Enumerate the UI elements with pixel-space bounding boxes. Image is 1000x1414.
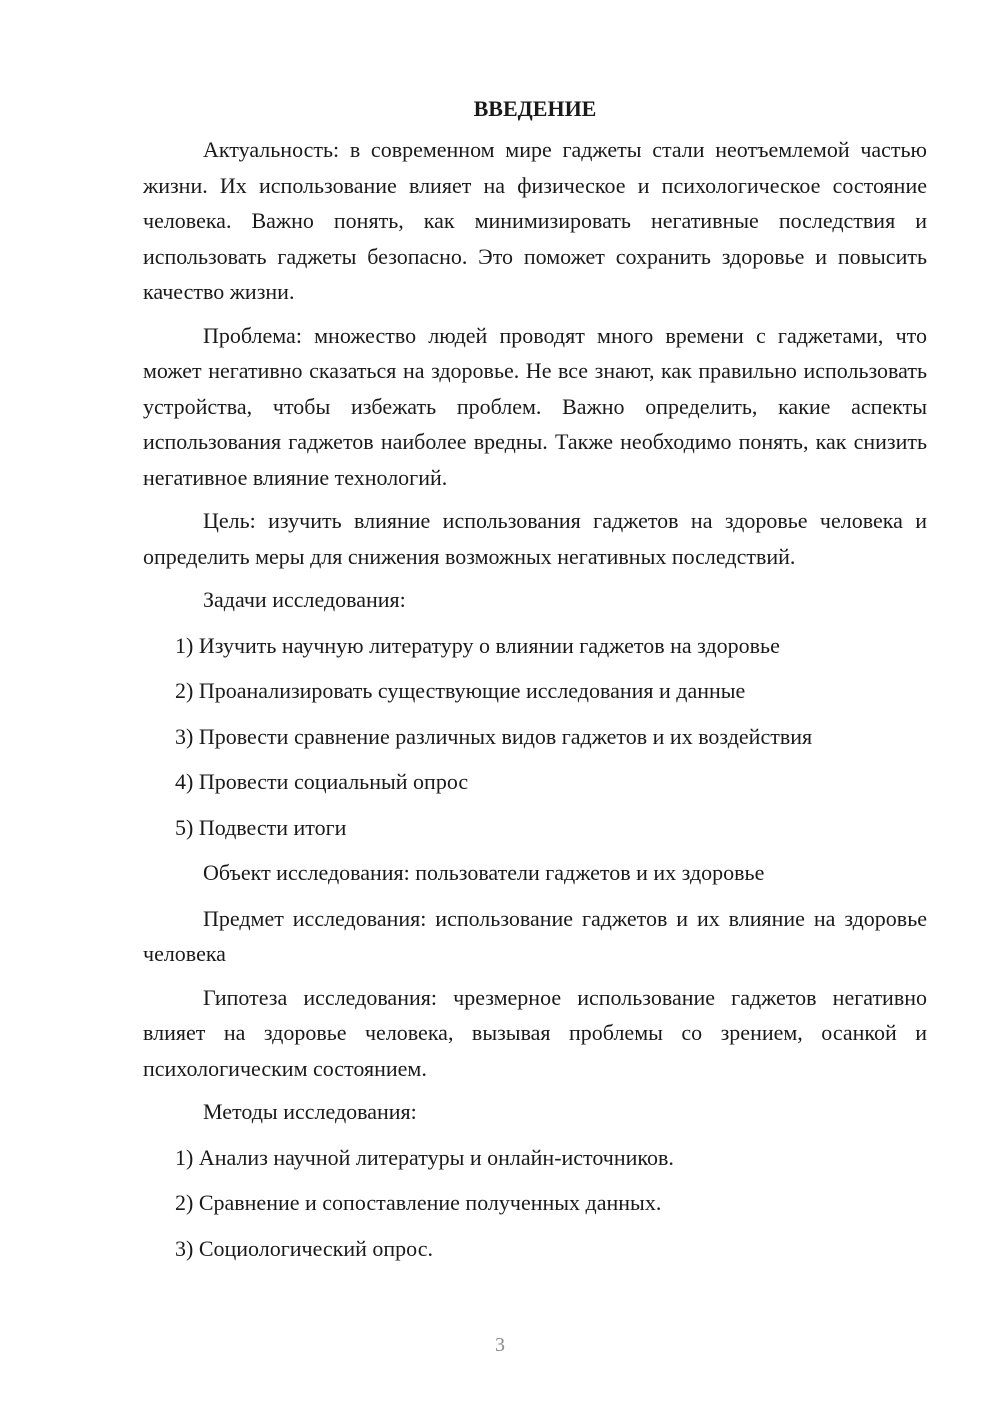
tasks-list xyxy=(143,628,927,846)
list-item: 1) Анализ научной литературы и онлайн-источников. xyxy=(175,1144,674,1170)
list-item: 3) Социологический опрос. xyxy=(175,1235,433,1261)
tasks-heading: Задачи исследования: xyxy=(203,587,406,612)
page-content xyxy=(143,92,927,1276)
problem-paragraph: Проблема: множество людей проводят много времени с гаджетами, что может негативно сказаться на здоровье. Не все знают, как правильно использовать устройства, чтобы избежать проблем. Важно определить, какие аспекты использования гаджетов наиболее вредны. Также необходимо понять, как снизить негативное влияние технологий. xyxy=(143,322,927,490)
list-item: 5) Подвести итоги xyxy=(175,814,347,840)
methods-heading: Методы исследования: xyxy=(203,1099,417,1124)
list-item: 1) Изучить научную литературу о влиянии гаджетов на здоровье xyxy=(175,632,780,658)
object-paragraph: Объект исследования: пользователи гаджетов и их здоровье xyxy=(203,860,765,885)
list-item: 3) Провести сравнение различных видов гаджетов и их воздействия xyxy=(175,723,813,749)
list-item: 2) Сравнение и сопоставление полученных данных. xyxy=(175,1190,662,1215)
methods-list xyxy=(143,1140,927,1267)
list-item: 4) Провести социальный опрос xyxy=(175,769,469,794)
page-number: 3 xyxy=(495,1334,505,1356)
hypothesis-paragraph: Гипотеза исследования: чрезмерное использование гаджетов негативно влияет на здоровье человека, вызывая проблемы со зрением, осанкой и психологическим состоянием. xyxy=(143,984,927,1081)
subject-paragraph: Предмет исследования: использование гаджетов и их влияние на здоровье человека xyxy=(143,905,927,966)
goal-paragraph: Цель: изучить влияние использования гаджетов на здоровье человека и определить меры для снижения возможных негативных последствий. xyxy=(143,508,927,569)
list-item: 2) Проанализировать существующие исследования и данные xyxy=(175,678,746,703)
relevance-paragraph: Актуальность: в современном мире гаджеты стали неотъемлемой частью жизни. Их использование влияет на физическое и психологическое состояние человека. Важно понять, как минимизировать негативные последствия и использовать гаджеты безопасно. Это поможет сохранить здоровье и повысить качество жизни. xyxy=(143,137,927,304)
section-title: ВВЕДЕНИЕ xyxy=(473,96,597,121)
